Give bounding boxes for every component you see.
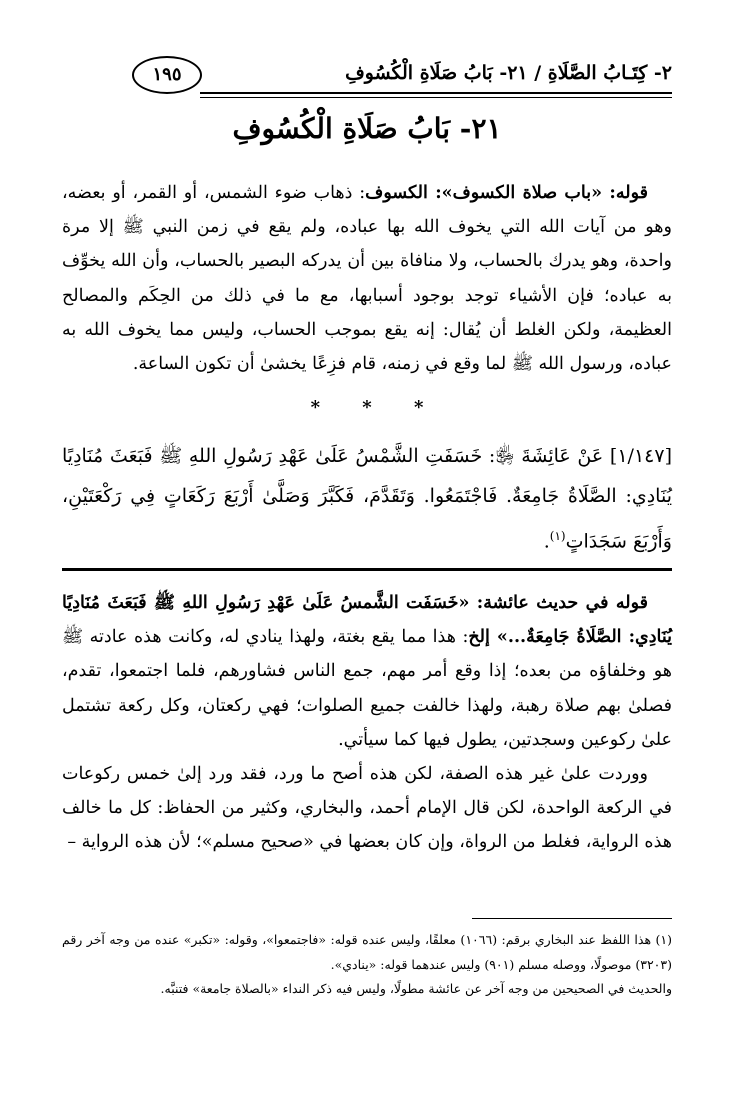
intro-commentary [62,176,672,381]
section-separator: * * * [310,397,424,418]
hadith-matn: عَنْ عَائِشَةَ ﵂: خَسَفَتِ الشَّمْسُ عَلَىٰ عَهْدِ رَسُولِ اللهِ ﷺ فَبَعَثَ مُنَادِيًا يُنَادِي: الصَّلَاةُ جَامِعَةٌ. فَاجْتَمَعُوا. وَتَقَدَّمَ، فَكَبَّرَ وَصَلَّىٰ أَرْبَعَ رَكَعَاتٍ فِي رَكْعَتَيْنِ، وَأَرْبَعَ سَجَدَاتٍ [62,445,672,553]
chapter-title: ٢١- بَابُ صَلَاةِ الْكُسُوفِ [232,112,502,145]
intro-term: الكسوف [365,183,428,203]
intro-lead: قوله: «باب صلاة الكسوف»: [427,183,648,203]
intro-text: : ذهاب ضوء الشمس، أو القمر، أو بعضه، وهو من آيات الله التي يخوف الله بها عباده، ولم يقع في زمن النبي ﷺ إلا مرة واحدة، وهو يدرك بالحساب، ولا منافاة بين أن يدركه البصير بالحساب، وأن الله يخوِّف به عباده؛ فإن الأشياء توجد بوجود أسبابها، مع ما في ذلك من الحِكَم والمصالح العظيمة، ولكن الغلط أن يُقال: إنه يقع بموجب الحساب، وليس مما يخوف الله به عباده، ورسول الله ﷺ لما وقع في زمنه، قام فزِعًا يخشىٰ أن تكون الساعة. [62,183,672,375]
running-head: ٢- كِتَـابُ الصَّلَاةِ / ٢١- بَابُ صَلَاةِ الْكُسُوفِ [345,62,672,84]
page-header [132,56,672,100]
hadith-commentary [62,586,672,860]
header-rule [200,92,672,94]
hadith-number: [١/١٤٧] [609,445,672,467]
commentary-paragraph-1 [62,586,672,757]
intro-paragraph [62,176,672,381]
footnote-rule [472,918,672,919]
commentary-text-1: : هذا مما يقع بغتة، ولهذا ينادي له، وكانت هذه عادته ﷺ هو وخلفاؤه من بعده؛ إذا وقع أمر مهم، جمع الناس فشاورهم، فلما اجتمعوا، تقدم، فصلىٰ بهم صلاة رهبة، ولهذا خالفت جميع الصلوات؛ فهي ركعتان، وكل ركعة تشتمل علىٰ ركوعين وسجدتين، يطول فيها كما سيأتي. [62,627,672,750]
footnote-ref: (١) [549,529,566,543]
footnote-1: (١) هذا اللفظ عند البخاري برقم: (١٠٦٦) معلقًا، وليس عنده قوله: «فاجتمعوا»، وقوله: «تكبر» عنده من وجه آخر رقم (٣٢٠٣) موصولًا، ووصله مسلم (٩٠١) وليس عندهما قوله: «ينادي». [62,932,672,972]
commentary-paragraph-2: ووردت علىٰ غير هذه الصفة، لكن هذه أصح ما ورد، فقد ورد إلىٰ خمس ركوعات في الركعة الواحدة، لكن قال الإمام أحمد، والبخاري، وكثير من الحفاظ: كل ما خالف هذه الرواية، فغلط من الرواة، وإن كان بعضها في «صحيح مسلم»؛ لأن هذه الرواية – [62,764,672,853]
footnote-2: والحديث في الصحيحين من وجه آخر عن عائشة مطولًا، وليس فيه ذكر النداء «بالصلاة جامعة» فتنبَّه. [160,981,672,996]
hadith-divider [62,568,672,571]
hadith-end: . [543,530,550,553]
hadith-text [62,436,672,561]
footnotes [62,928,672,1002]
commentary-lead: قوله في حديث عائشة: «خَسَفَت الشَّمسُ عَلَىٰ عَهْدِ رَسُولِ اللهِ ﷺ فَبَعَثَ مُنَادِيًا يُنَادِي: الصَّلَاةُ جَامِعَةٌ...» إلخ [62,593,673,648]
page-number-badge: ١٩٥ [132,56,202,94]
